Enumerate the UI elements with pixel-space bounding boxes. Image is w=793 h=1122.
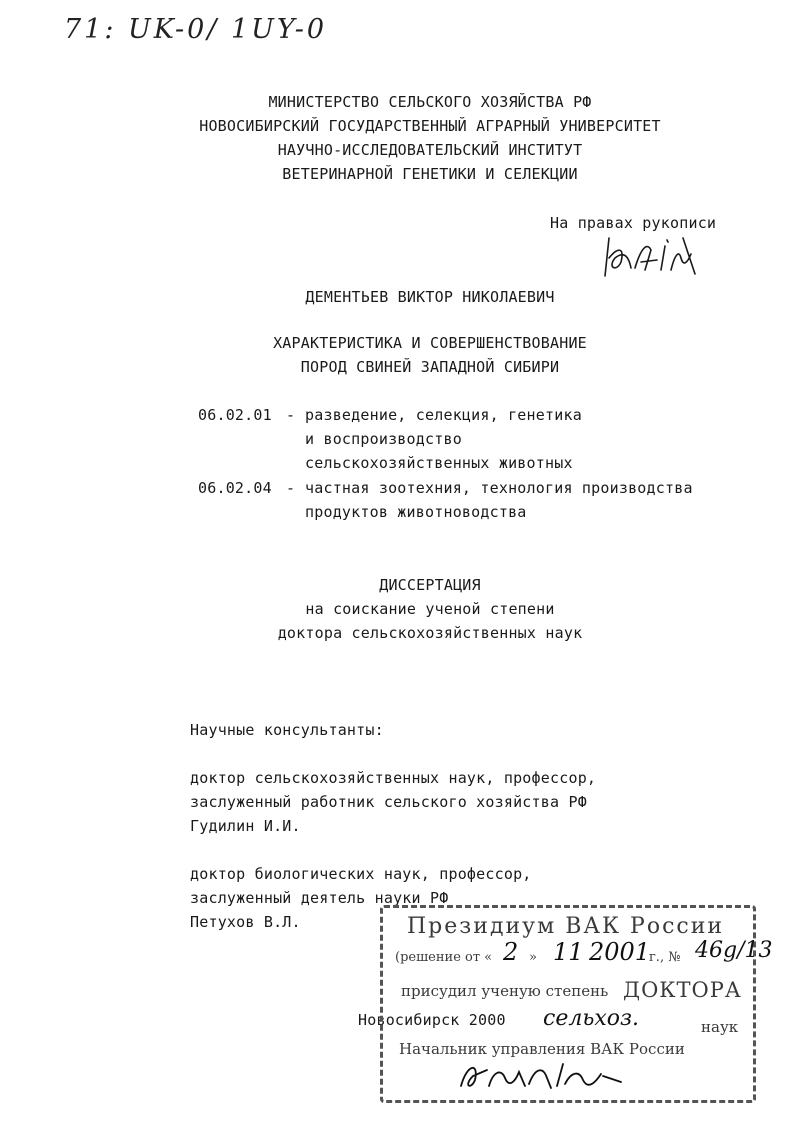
specialty-code: 06.02.01 bbox=[198, 406, 272, 424]
stamp-chief-signature bbox=[453, 1056, 633, 1096]
consultant-title: доктор сельскохозяйственных наук, профессор, bbox=[190, 769, 597, 787]
header-institute: НАУЧНО-ИССЛЕДОВАТЕЛЬСКИЙ ИНСТИТУТ bbox=[277, 141, 583, 159]
author-signature bbox=[595, 228, 715, 284]
handwritten-reference-number: 71: UK-0/ 1UY-0 bbox=[64, 14, 328, 45]
specialty-dash: - bbox=[286, 479, 296, 497]
specialty-description: продуктов животноводства bbox=[305, 503, 527, 521]
stamp-decision-day: 2 bbox=[503, 938, 519, 966]
stamp-decision-month: 11 bbox=[553, 938, 584, 966]
specialty-description: частная зоотехния, технология производства bbox=[305, 479, 693, 497]
place-year: Новосибирск 2000 bbox=[358, 1011, 506, 1029]
consultant-name: Петухов В.Л. bbox=[190, 913, 301, 931]
stamp-quote-close: » bbox=[529, 950, 537, 965]
consultant-title: доктор биологических наук, профессор, bbox=[190, 865, 532, 883]
consultant-honor: заслуженный работник сельского хозяйства РФ bbox=[190, 793, 587, 811]
dissertation-title-line2: ПОРОД СВИНЕЙ ЗАПАДНОЙ СИБИРИ bbox=[300, 358, 560, 376]
stamp-degree: ДОКТОРА bbox=[623, 978, 742, 1002]
stamp-field-suffix: наук bbox=[701, 1018, 739, 1036]
specialty-code: 06.02.04 bbox=[198, 479, 272, 497]
vak-approval-stamp bbox=[380, 905, 773, 1103]
specialty-description: разведение, селекция, генетика bbox=[305, 406, 582, 424]
specialty-dash: - bbox=[286, 406, 296, 424]
stamp-awarded: присудил ученую степень bbox=[401, 982, 609, 1000]
degree-line3: доктора сельскохозяйственных наук bbox=[277, 624, 583, 642]
stamp-chief: Начальник управления ВАК России bbox=[399, 1040, 685, 1058]
rights-note: На правах рукописи bbox=[550, 214, 717, 232]
author-name: ДЕМЕНТЬЕВ ВИКТОР НИКОЛАЕВИЧ bbox=[305, 288, 555, 306]
stamp-decision-year: 2001 bbox=[589, 938, 651, 966]
header-institute-field: ВЕТЕРИНАРНОЙ ГЕНЕТИКИ И СЕЛЕКЦИИ bbox=[282, 165, 578, 183]
stamp-title: Президиум ВАК России bbox=[407, 914, 725, 939]
stamp-field: сельхоз. bbox=[543, 1006, 639, 1031]
header-university: НОВОСИБИРСКИЙ ГОСУДАРСТВЕННЫЙ АГРАРНЫЙ УНИВЕРСИТЕТ bbox=[199, 117, 661, 135]
header-ministry: МИНИСТЕРСТВО СЕЛЬСКОГО ХОЗЯЙСТВА РФ bbox=[268, 93, 592, 111]
specialty-description: и воспроизводство bbox=[305, 430, 462, 448]
dissertation-title-line1: ХАРАКТЕРИСТИКА И СОВЕРШЕНСТВОВАНИЕ bbox=[273, 334, 587, 352]
specialty-description: сельскохозяйственных животных bbox=[305, 454, 573, 472]
consultant-name: Гудилин И.И. bbox=[190, 817, 301, 835]
stamp-year-suffix: г., № bbox=[649, 950, 681, 965]
consultants-heading: Научные консультанты: bbox=[190, 721, 384, 739]
stamp-decision-number: 46g/13 bbox=[695, 938, 773, 963]
consultant-honor: заслуженный деятель науки РФ bbox=[190, 889, 449, 907]
degree-line2: на соискание ученой степени bbox=[305, 600, 555, 618]
stamp-decision-prefix: (решение от « bbox=[395, 950, 493, 965]
degree-type: ДИССЕРТАЦИЯ bbox=[379, 576, 481, 594]
